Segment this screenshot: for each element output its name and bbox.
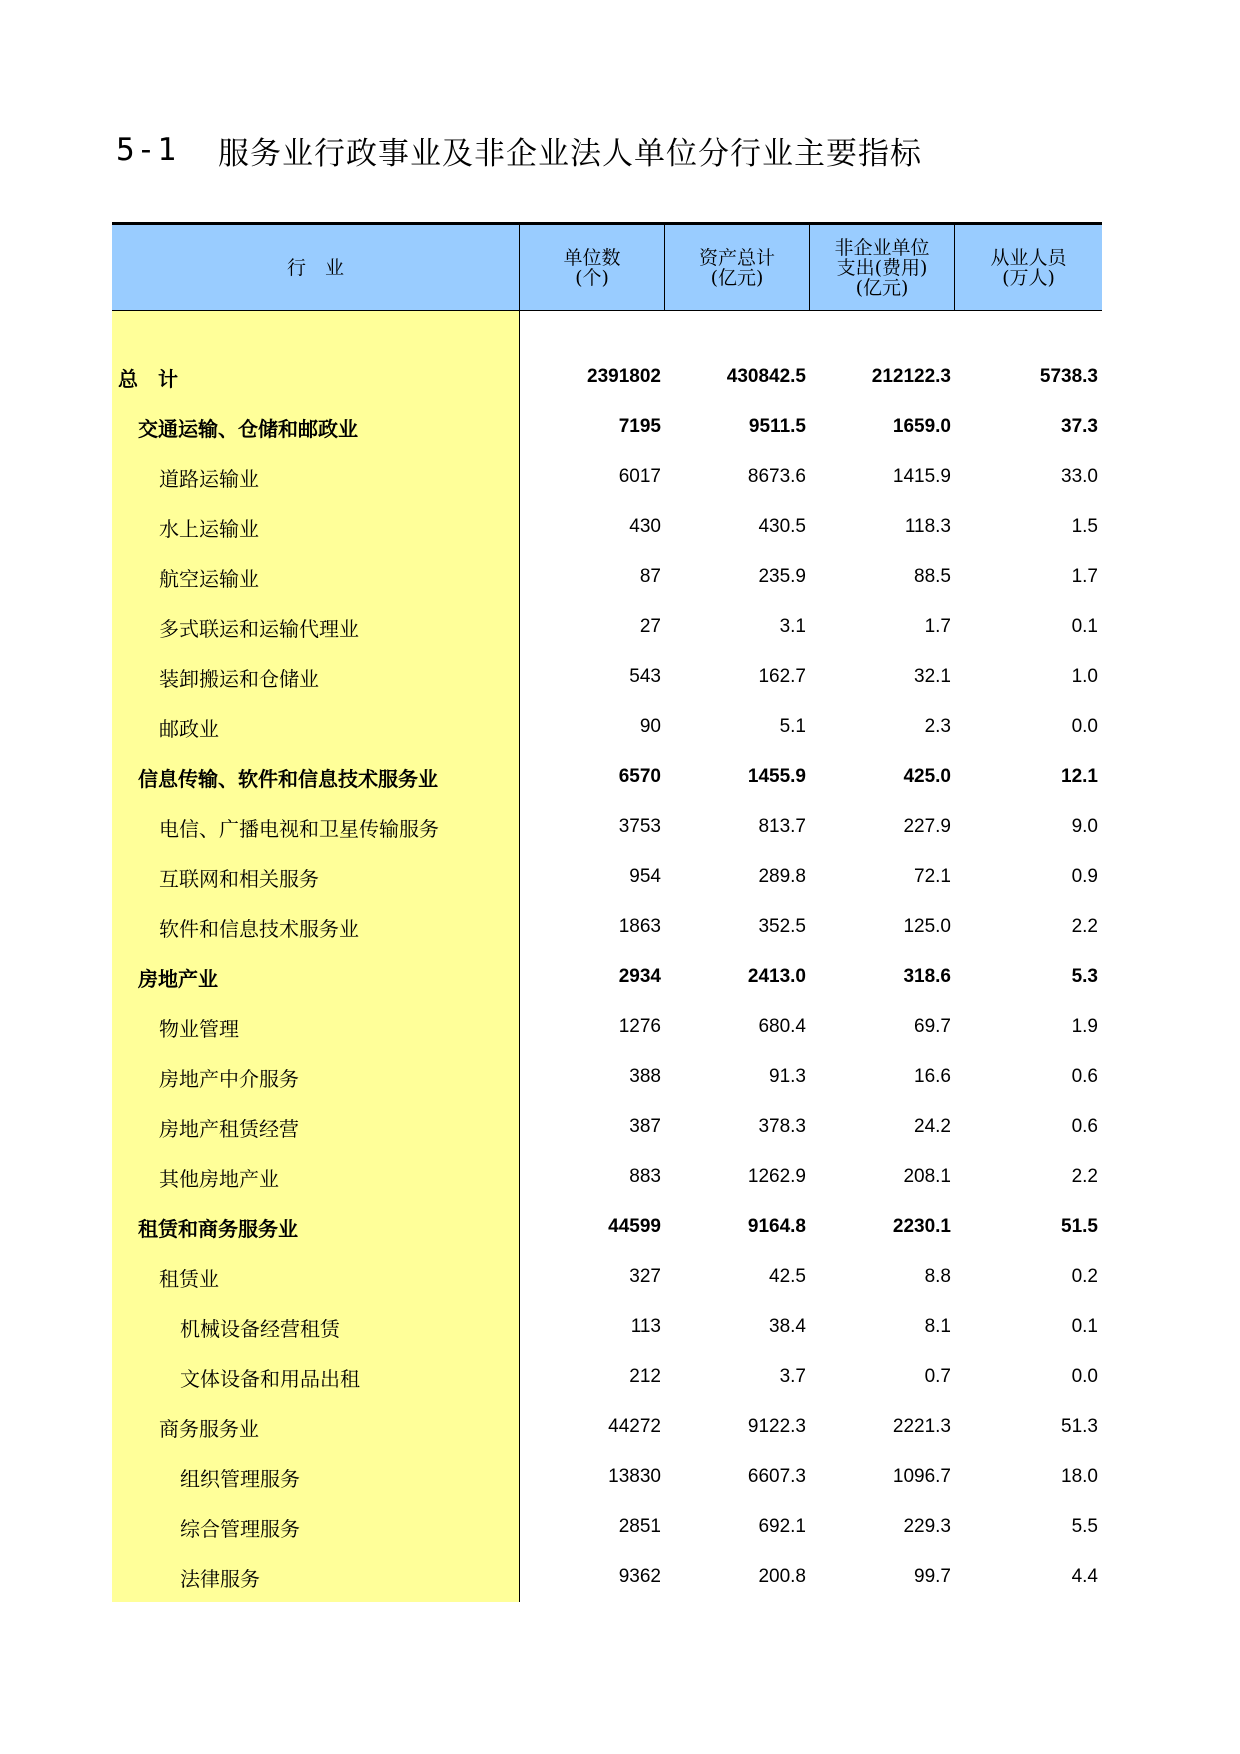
table-row [112,1002,1102,1052]
table-title: 服务业行政事业及非企业法人单位分行业主要指标 [218,135,922,172]
cell-employees: 5738.3 [1039,366,1098,387]
cell-expenditure: 212122.3 [871,366,951,387]
row-label: 信息传输、软件和信息技术服务业 [138,766,438,791]
table-row [112,1252,1102,1302]
cell-total-assets: 430842.5 [726,366,806,387]
table-row [112,952,1102,1002]
cell-employees: 12.1 [1061,766,1098,787]
cell-total-assets: 9122.3 [747,1416,806,1437]
row-label: 房地产中介服务 [159,1066,299,1091]
page-title [116,128,922,172]
table-row [112,1452,1102,1502]
cell-employees: 0.1 [1071,616,1098,637]
cell-expenditure: 99.7 [914,1566,951,1587]
cell-employees: 0.6 [1071,1116,1098,1137]
cell-total-assets: 2413.0 [747,966,806,987]
cell-employees: 51.5 [1061,1216,1098,1237]
table-row [112,452,1102,502]
cell-total-assets: 9511.5 [748,416,806,437]
cell-unit-count: 87 [639,566,661,587]
cell-employees: 2.2 [1071,1166,1098,1187]
cell-employees: 1.0 [1071,666,1098,687]
cell-total-assets: 1262.9 [747,1166,806,1187]
cell-expenditure: 69.7 [914,1016,951,1037]
cell-unit-count: 212 [629,1366,661,1387]
cell-total-assets: 378.3 [758,1116,806,1137]
cell-expenditure: 1659.0 [892,416,951,437]
cell-expenditure: 8.8 [924,1266,951,1287]
header-industry-label: 行 业 [286,256,344,279]
cell-unit-count: 27 [639,616,661,637]
table-row [112,1102,1102,1152]
table-number: 5-1 [116,132,178,168]
cell-expenditure: 208.1 [903,1166,951,1187]
cell-total-assets: 352.5 [758,916,806,937]
cell-expenditure: 32.1 [914,666,951,687]
row-label: 航空运输业 [159,566,259,591]
cell-unit-count: 3753 [618,816,661,837]
cell-employees: 37.3 [1061,416,1098,437]
cell-unit-count: 2934 [618,966,661,987]
cell-unit-count: 387 [629,1116,661,1137]
row-label: 房地产业 [138,966,218,991]
cell-employees: 1.7 [1071,566,1098,587]
cell-expenditure: 425.0 [903,766,951,787]
row-label: 商务服务业 [159,1416,259,1441]
table-body [112,311,1102,1602]
cell-expenditure: 0.7 [924,1366,951,1387]
row-label: 电信、广播电视和卫星传输服务 [159,816,439,841]
table-row [112,502,1102,552]
header-unit-count [520,225,665,310]
row-label: 交通运输、仓储和邮政业 [138,416,358,441]
cell-expenditure: 1.7 [924,616,951,637]
table-row [112,1202,1102,1252]
row-label: 水上运输业 [159,516,259,541]
cell-total-assets: 692.1 [758,1516,806,1537]
cell-total-assets: 680.4 [758,1016,806,1037]
cell-employees: 0.9 [1071,866,1098,887]
header-employees [955,225,1102,310]
header-total-assets-label: 资产总计 (亿元) [698,246,775,289]
cell-unit-count: 7195 [618,416,661,437]
cell-unit-count: 9362 [618,1566,661,1587]
table-row [112,902,1102,952]
cell-expenditure: 1415.9 [892,466,951,487]
cell-expenditure: 318.6 [903,966,951,987]
header-unit-count-label: 单位数 (个) [563,246,621,289]
cell-expenditure: 2230.1 [892,1216,951,1237]
cell-total-assets: 162.7 [758,666,806,687]
row-label: 道路运输业 [159,466,259,491]
cell-unit-count: 90 [639,716,661,737]
cell-employees: 0.0 [1071,716,1098,737]
cell-employees: 0.0 [1071,1366,1098,1387]
table-row [112,352,1102,402]
row-label: 其他房地产业 [159,1166,279,1191]
cell-total-assets: 1455.9 [747,766,806,787]
cell-employees: 5.3 [1071,966,1098,987]
row-label: 总 计 [118,366,178,391]
table-row [112,1402,1102,1452]
cell-total-assets: 5.1 [779,716,806,737]
cell-unit-count: 6017 [618,466,661,487]
header-expenditure [810,225,955,310]
cell-unit-count: 113 [630,1316,661,1337]
cell-total-assets: 6607.3 [747,1466,806,1487]
row-label: 租赁和商务服务业 [138,1216,298,1241]
cell-expenditure: 72.1 [914,866,951,887]
data-table [112,222,1102,1602]
cell-employees: 1.9 [1071,1016,1098,1037]
cell-unit-count: 1863 [618,916,661,937]
table-row [112,1352,1102,1402]
cell-total-assets: 235.9 [758,566,806,587]
cell-total-assets: 3.1 [779,616,806,637]
cell-total-assets: 813.7 [758,816,806,837]
cell-unit-count: 543 [629,666,661,687]
cell-total-assets: 430.5 [758,516,806,537]
table-row [112,802,1102,852]
cell-expenditure: 2221.3 [892,1416,951,1437]
cell-employees: 4.4 [1071,1566,1098,1587]
cell-employees: 5.5 [1071,1516,1098,1537]
table-row [112,752,1102,802]
table-row [112,852,1102,902]
row-label: 租赁业 [159,1266,219,1291]
table-row [112,1152,1102,1202]
cell-unit-count: 44272 [608,1416,661,1437]
cell-unit-count: 44599 [608,1216,661,1237]
cell-employees: 0.6 [1071,1066,1098,1087]
cell-total-assets: 289.8 [758,866,806,887]
cell-expenditure: 88.5 [914,566,951,587]
cell-expenditure: 16.6 [914,1066,951,1087]
row-label: 软件和信息技术服务业 [159,916,359,941]
row-label: 房地产租赁经营 [159,1116,299,1141]
table-row [112,602,1102,652]
cell-unit-count: 883 [629,1166,661,1187]
cell-expenditure: 24.2 [914,1116,951,1137]
cell-total-assets: 91.3 [769,1066,806,1087]
cell-unit-count: 2851 [618,1516,661,1537]
cell-unit-count: 2391802 [587,366,661,387]
cell-total-assets: 8673.6 [747,466,806,487]
cell-expenditure: 227.9 [903,816,951,837]
cell-employees: 9.0 [1071,816,1098,837]
cell-expenditure: 8.1 [924,1316,951,1337]
cell-employees: 51.3 [1061,1416,1098,1437]
cell-total-assets: 200.8 [758,1566,806,1587]
cell-expenditure: 1096.7 [892,1466,951,1487]
cell-expenditure: 118.3 [904,516,951,537]
table-row [112,1552,1102,1602]
table-row [112,1502,1102,1552]
row-label: 文体设备和用品出租 [180,1366,360,1391]
row-label: 多式联运和运输代理业 [159,616,359,641]
row-label: 邮政业 [159,716,219,741]
cell-total-assets: 38.4 [769,1316,806,1337]
row-label: 法律服务 [180,1566,260,1591]
cell-employees: 2.2 [1071,916,1098,937]
header-industry [112,225,520,310]
header-expenditure-label: 非企业单位 支出(费用) (亿元) [834,236,930,299]
cell-unit-count: 6570 [618,766,661,787]
cell-total-assets: 42.5 [769,1266,806,1287]
row-label: 物业管理 [159,1016,239,1041]
table-rows [112,352,1102,1602]
cell-total-assets: 3.7 [779,1366,806,1387]
table-header [112,225,1102,311]
table-row [112,652,1102,702]
cell-total-assets: 9164.8 [747,1216,806,1237]
cell-expenditure: 2.3 [924,716,951,737]
cell-unit-count: 430 [629,516,661,537]
cell-expenditure: 229.3 [903,1516,951,1537]
row-label: 机械设备经营租赁 [180,1316,340,1341]
table-row [112,1302,1102,1352]
table-row [112,402,1102,452]
cell-unit-count: 388 [629,1066,661,1087]
cell-unit-count: 1276 [618,1016,661,1037]
header-total-assets [665,225,810,310]
table-row [112,552,1102,602]
cell-employees: 0.2 [1071,1266,1098,1287]
cell-expenditure: 125.0 [903,916,951,937]
cell-employees: 33.0 [1061,466,1098,487]
cell-unit-count: 13830 [608,1466,661,1487]
row-label: 装卸搬运和仓储业 [159,666,319,691]
table-row [112,702,1102,752]
cell-unit-count: 954 [629,866,661,887]
table-row [112,1052,1102,1102]
row-label: 组织管理服务 [180,1466,300,1491]
cell-employees: 0.1 [1071,1316,1098,1337]
header-employees-label: 从业人员 (万人) [990,246,1067,289]
row-label: 互联网和相关服务 [159,866,319,891]
row-label: 综合管理服务 [180,1516,300,1541]
cell-unit-count: 327 [629,1266,661,1287]
cell-employees: 18.0 [1061,1466,1098,1487]
cell-employees: 1.5 [1071,516,1098,537]
